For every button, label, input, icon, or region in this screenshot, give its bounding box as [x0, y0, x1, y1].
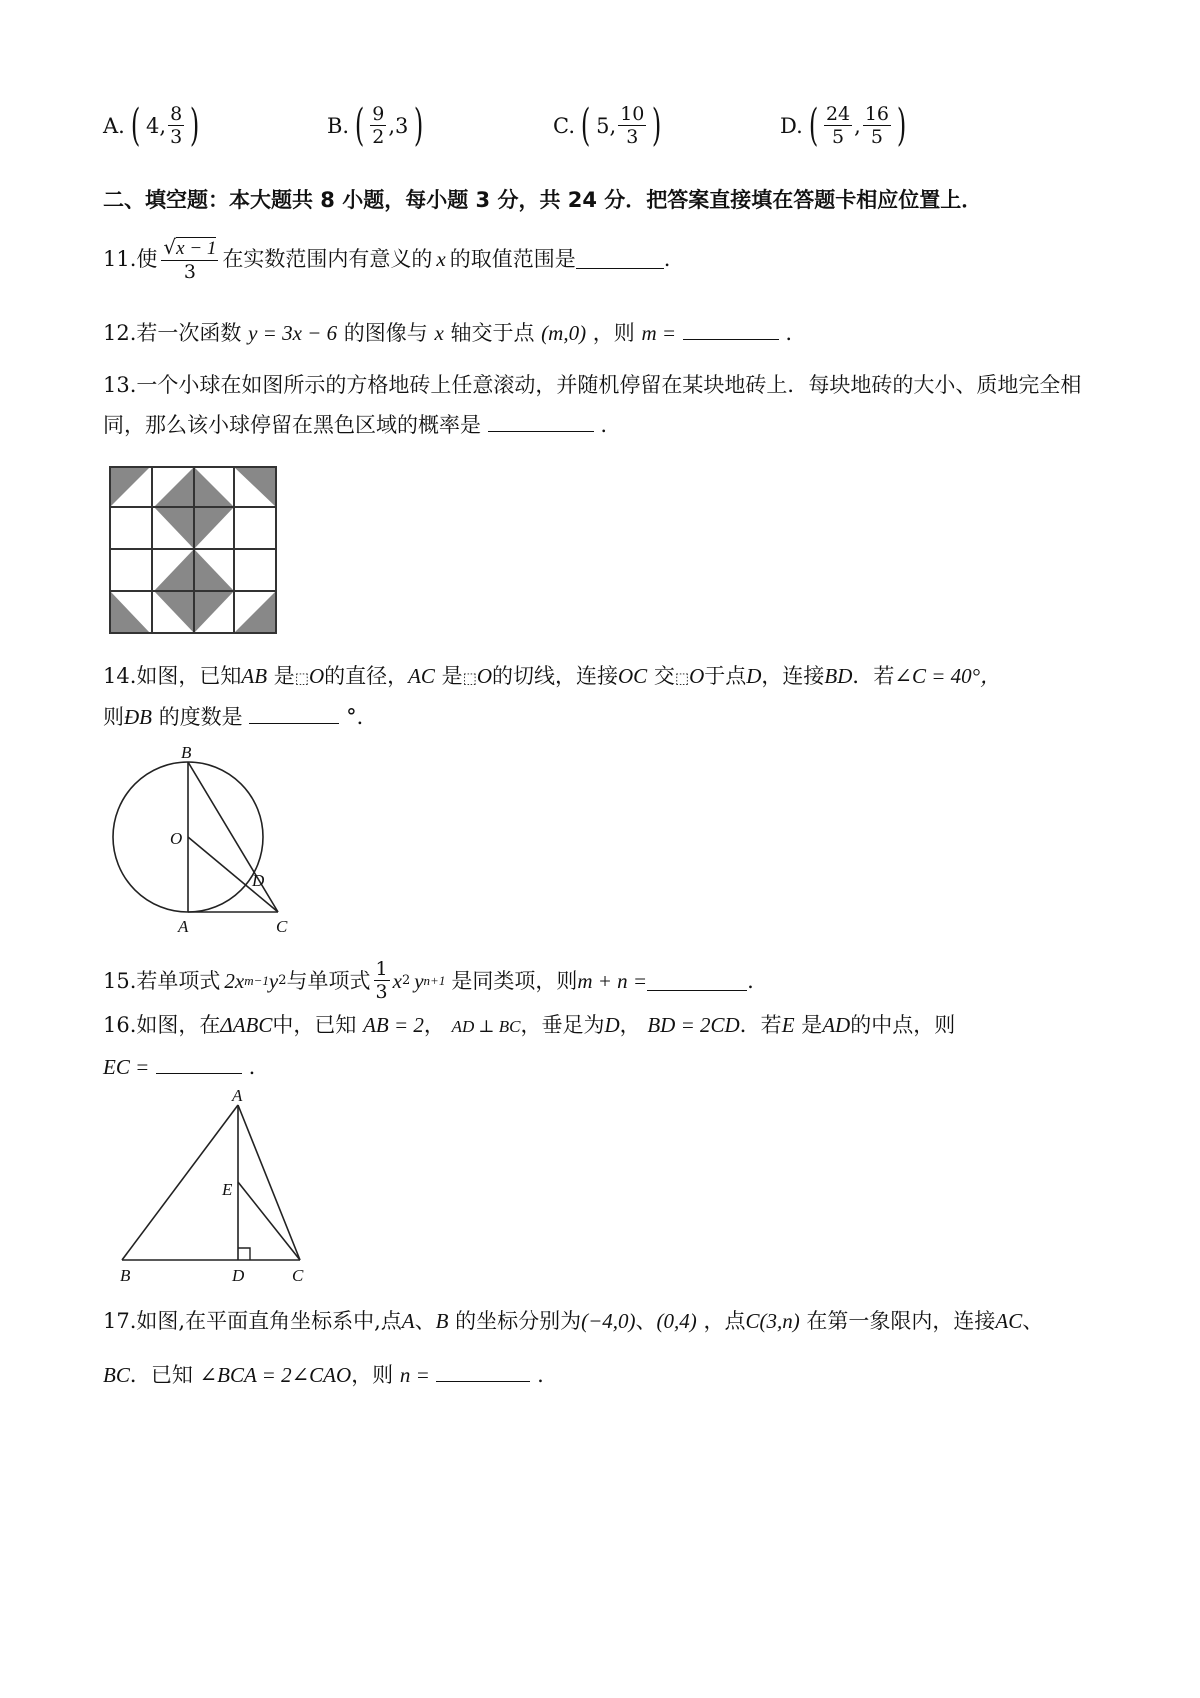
circle-figure [108, 742, 308, 937]
fraction: $\frac{8}{3}$ [170, 103, 183, 148]
question-17-line2: BC．已知 ∠BCA = 2∠CAO，则 n = . [103, 1363, 544, 1387]
question-14-line1: 14.如图，已知AB 是⬚O的直径，AC 是⬚O的切线，连接OC 交⬚O于点D，连接BD．若∠C = 40°， [103, 664, 1002, 688]
label-o: O [170, 829, 183, 848]
question-12: 12.若一次函数 y = 3x − 6 的图像与 x 轴交于点 (m,0) ，则 m = . [103, 321, 793, 345]
label-a: A [232, 1086, 243, 1105]
fraction: $\frac{9}{2}$ [372, 103, 385, 148]
circle-symbol: ⬚ [294, 669, 309, 687]
label-e: E [222, 1180, 233, 1199]
question-13-line1: 13.一个小球在如图所示的方格地砖上任意滚动，并随机停留在某块地砖上．每块地砖的大小、质地完全相 [103, 373, 1082, 397]
tile-grid-figure [108, 465, 278, 635]
question-16-line2: EC = . [103, 1055, 256, 1079]
option-letter: B. [327, 113, 350, 138]
option-value: 5, [596, 113, 617, 138]
label-a: A [178, 917, 189, 936]
label-b: B [181, 743, 192, 762]
answer-blank[interactable] [647, 970, 747, 991]
fraction: $\frac{10}{3}$ [620, 103, 645, 148]
option-value: , [854, 113, 861, 138]
fraction: $\frac{1}{3}$ [375, 958, 388, 1003]
question-11: 11.使 $\frac{√x - 1}{3}$ 在实数范围内有意义的 x 的取值范围是 . [103, 235, 671, 283]
question-15: 15.若单项式 2x m−1 y 2 与单项式 $\frac{1}{3}$ x 2 y n+1 是同类项，则 m + n = . [103, 958, 754, 1003]
option-value: ,3 [388, 113, 409, 138]
section-heading: 二、填空题：本大题共 8 小题，每小题 3 分，共 24 分．把答案直接填在答题卡相应位置上． [103, 188, 983, 212]
label-c: C [276, 917, 288, 936]
answer-blank[interactable] [436, 1361, 530, 1382]
question-13-line2: 同，那么该小球停留在黑色区域的概率是 . [103, 413, 608, 437]
option-b[interactable]: B. ( $\frac{9}{2}$ ,3 ) [327, 99, 424, 151]
answer-blank[interactable] [249, 703, 339, 724]
circle-symbol: ⬚ [462, 669, 477, 687]
label-d: D [232, 1266, 245, 1285]
label-d: D [252, 871, 265, 890]
triangle-figure [108, 1085, 318, 1290]
fraction: $\frac{16}{5}$ [864, 103, 889, 148]
circle-symbol: ⬚ [674, 669, 690, 687]
option-value: 4, [146, 113, 167, 138]
answer-blank[interactable] [576, 248, 664, 269]
label-b: B [120, 1266, 131, 1285]
sqrt-fraction: $\frac{√x - 1}{3}$ [163, 235, 217, 283]
option-letter: D. [780, 113, 803, 138]
option-d[interactable]: D. ( $\frac{24}{5}$ , $\frac{16}{5}$ ) [780, 99, 907, 151]
question-16-line1: 16.如图，在ΔABC中，已知 AB = 2， AD ⊥ BC，垂足为D， BD = 2CD．若E 是AD的中点，则 [103, 1013, 956, 1037]
answer-blank[interactable] [683, 319, 779, 340]
option-a[interactable]: A. ( 4, $\frac{8}{3}$ ) [103, 99, 200, 151]
question-17-line1: 17.如图,在平面直角坐标系中,点A、B 的坐标分别为(−4,0)、(0,4) ，点C(3,n) 在第一象限内，连接AC、 [103, 1309, 1044, 1333]
option-c[interactable]: C. ( 5, $\frac{10}{3}$ ) [553, 99, 662, 151]
label-c: C [292, 1266, 304, 1285]
option-letter: A. [103, 113, 125, 138]
answer-blank[interactable] [488, 411, 594, 432]
answer-blank[interactable] [156, 1053, 242, 1074]
fraction: $\frac{24}{5}$ [825, 103, 851, 148]
question-14-line2: 则ÐB 的度数是 °． [103, 705, 378, 729]
option-letter: C. [553, 113, 575, 138]
